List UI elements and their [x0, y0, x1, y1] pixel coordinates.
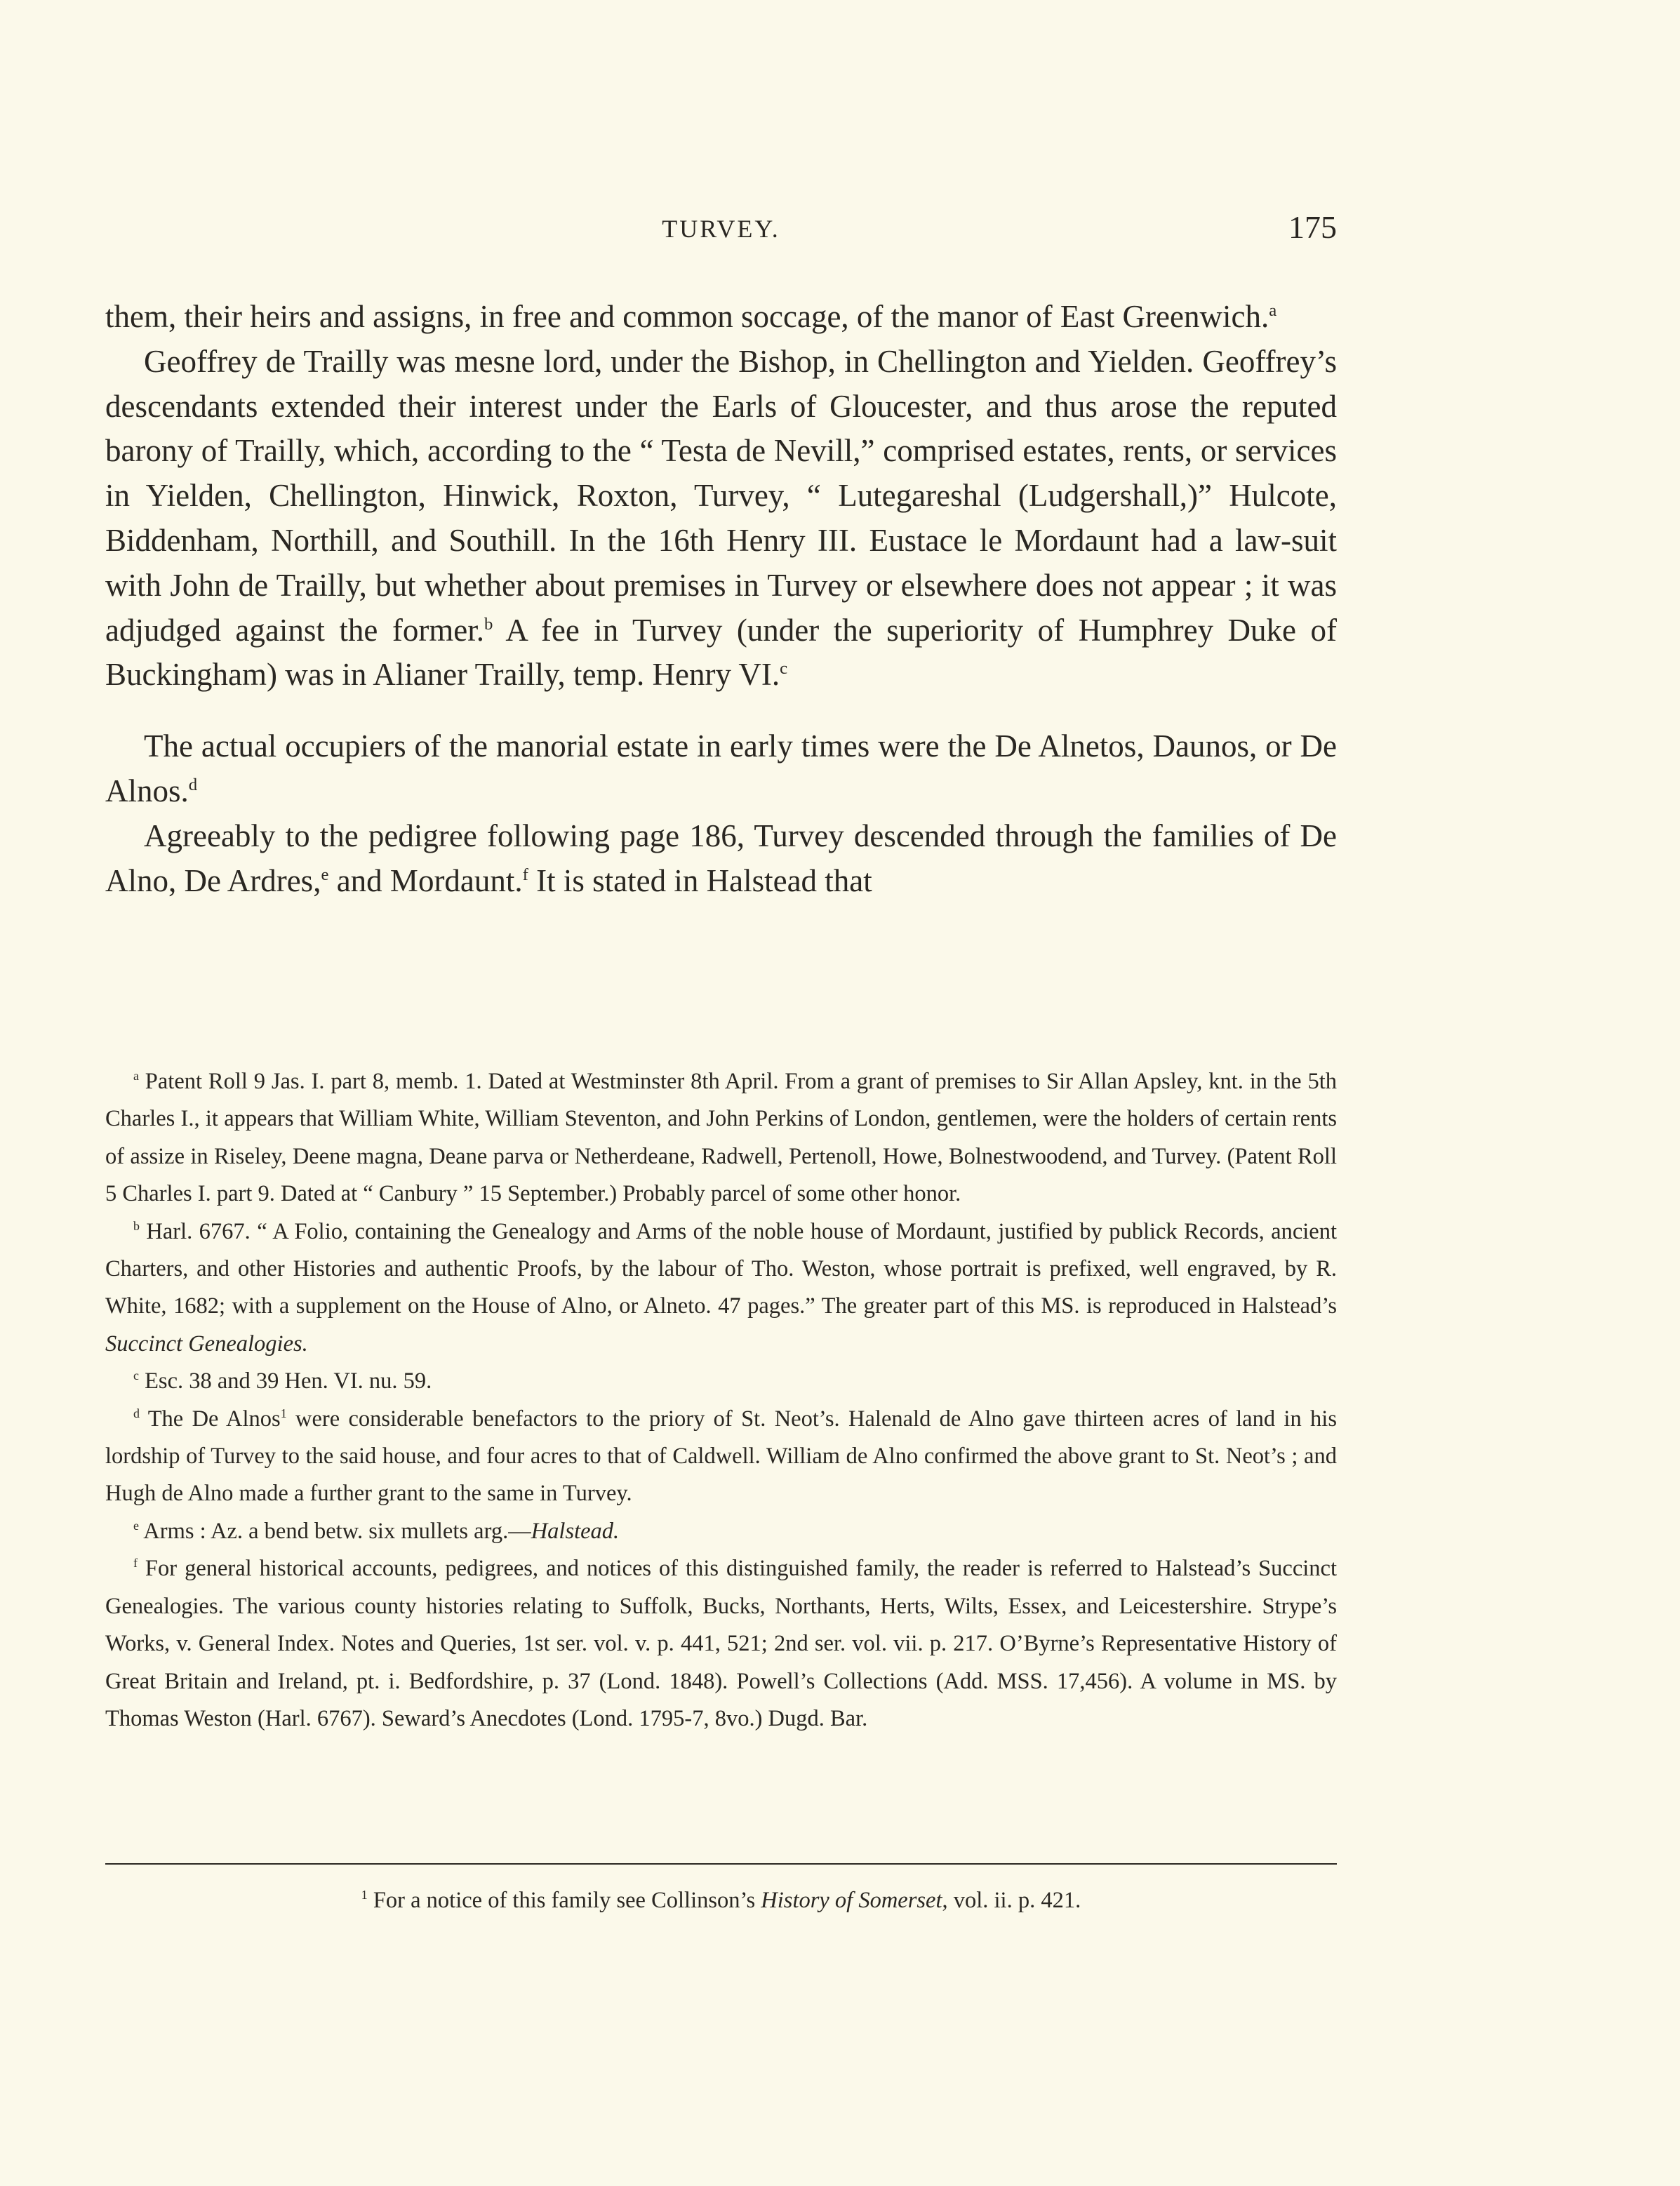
paragraph-4-text-1: Agreeably to the pedigree following page 186, Turvey descended through the families of De Alno, De Ardres, — [105, 818, 1337, 898]
paragraph-2 — [105, 340, 1337, 698]
paragraph-3-text: The actual occupiers of the manorial estate in early times were the De Alnetos, Daunos, or De Alnos. — [105, 728, 1337, 808]
running-head: TURVEY. — [662, 215, 780, 243]
footnote-e — [105, 1513, 1337, 1550]
paragraph-4-text-2: and Mordaunt. — [328, 862, 523, 898]
page-header — [105, 209, 1337, 249]
footnote-italic: Halstead. — [531, 1518, 620, 1544]
footnote-f — [105, 1550, 1337, 1738]
footnote-text: For a notice of this family see Collinson’s — [367, 1888, 761, 1913]
page-number: 175 — [1288, 209, 1337, 245]
footnote-text: Patent Roll 9 Jas. I. part 8, memb. 1. Dated at Westminster 8th April. From a grant of premises to Sir Allan Apsley, knt. in the 5th Charles I., it appears that William White, William Steventon, and John Perkins of London, gentlemen, were the holders of certain rents of assize in Riseley, Deene magna, Deane parva or Netherdeane, Radwell, Pertenoll, Howe, Bolnestwoodend, and Turvey. (Patent Roll 5 Charles I. part 9. Dated at “ Canbury ” 15 September.) Probably parcel of some other honor. — [105, 1069, 1337, 1207]
footnote-text: Esc. 38 and 39 Hen. VI. nu. 59. — [138, 1368, 432, 1394]
paragraph-1-text: them, their heirs and assigns, in free and common soccage, of the manor of East Greenwich. — [105, 299, 1269, 334]
footnote-ref-c: c — [780, 659, 788, 679]
footnote-ref-b: b — [484, 614, 493, 634]
paragraph-2-text-2: A fee in Turvey (under the superiority of Humphrey Duke of Buckingham) was in Alianer Trailly, temp. Henry VI. — [105, 612, 1337, 693]
footnote-d — [105, 1401, 1337, 1513]
footnote-ref-a: a — [1269, 301, 1277, 320]
footnote-mark: 1 — [361, 1888, 368, 1902]
footnote-c — [105, 1363, 1337, 1400]
paragraph-1 — [105, 295, 1337, 340]
footnote-text-continued: were considerable benefactors to the priory of St. Neot’s. Halenald de Alno gave thirteen acres of land in his lordship of Turvey to the said house, and four acres to that of Caldwell. William de Alno confirmed the above grant to St. Neot’s ; and Hugh de Alno made a further grant to the same in Turvey. — [105, 1406, 1337, 1507]
paragraph-3 — [105, 724, 1337, 814]
footnote-mark: b — [133, 1218, 140, 1233]
footnote-a — [105, 1063, 1337, 1213]
paragraph-2-text-1: Geoffrey de Trailly was mesne lord, under the Bishop, in Chellington and Yielden. Geoffrey’s descendants extended their interest under the Earls of Gloucester, and thus arose the reputed barony of Trailly, which, according to the “ Testa de Nevill,” comprised estates, rents, or services in Yielden, Chellington, Hinwick, Roxton, Turvey, “ Lutegareshal (Ludgershall,)” Hulcote, Biddenham, Northill, and Southill. In the 16th Henry III. Eustace le Mordaunt had a law-suit with John de Trailly, but whether about premises in Turvey or elsewhere does not appear ; it was adjudged against the former. — [105, 343, 1337, 648]
paragraph-4 — [105, 814, 1337, 904]
sub-footnote-ref-1: 1 — [280, 1406, 287, 1420]
paragraph-4-text-3: It is stated in Halstead that — [528, 862, 872, 898]
footnote-text: Arms : Az. a bend betw. six mullets arg.— — [138, 1518, 531, 1544]
footnote-text: The De Alnos — [139, 1406, 281, 1432]
footnote-italic: Succinct Genealogies. — [105, 1331, 308, 1357]
footnote-text: For general historical accounts, pedigrees, and notices of this distinguished family, the reader is referred to Halstead’s Succinct Genealogies. The various county histories relating to Suffolk, Bucks, Northants, Herts, Wilts, Essex, and Leicestershire. Strype’s Works, v. General Index. Notes and Queries, 1st ser. vol. v. p. 441, 521; 2nd ser. vol. vii. p. 217. O’Byrne’s Representative History of Great Britain and Ireland, pt. i. Bedfordshire, p. 37 (Lond. 1848). Powell’s Collections (Add. MSS. 17,456). A volume in MS. by Thomas Weston (Harl. 6767). Seward’s Anecdotes (Lond. 1795-7, 8vo.) Dugd. Bar. — [105, 1556, 1337, 1731]
footnote-mark: e — [133, 1519, 139, 1533]
bottom-footnote-1 — [105, 1883, 1337, 1918]
footnote-mark: f — [133, 1556, 138, 1571]
footnote-b — [105, 1213, 1337, 1364]
footnote-mark: a — [133, 1069, 139, 1084]
main-text — [105, 295, 1337, 903]
footnote-mark: d — [133, 1406, 140, 1420]
footnote-ref-e: e — [321, 865, 329, 884]
footnote-divider — [105, 1863, 1337, 1865]
footnote-text-continued: , vol. ii. p. 421. — [942, 1888, 1081, 1913]
footnotes — [105, 1063, 1337, 1738]
footnote-text: Harl. 6767. “ A Folio, containing the Genealogy and Arms of the noble house of Mordaunt, justified by publick Records, ancient Charters, and other Histories and authentic Proofs, by the labour of Tho. Weston, whose portrait is prefixed, well engraved, by R. White, 1682; with a supplement on the House of Alno, or Alneto. 47 pages.” The greater part of this MS. is reproduced in Halstead’s — [105, 1218, 1337, 1319]
footnote-italic: History of Somerset — [761, 1888, 942, 1913]
footnote-ref-d: d — [188, 775, 198, 794]
footnote-mark: c — [133, 1368, 139, 1383]
footnote-ref-f: f — [522, 865, 528, 884]
